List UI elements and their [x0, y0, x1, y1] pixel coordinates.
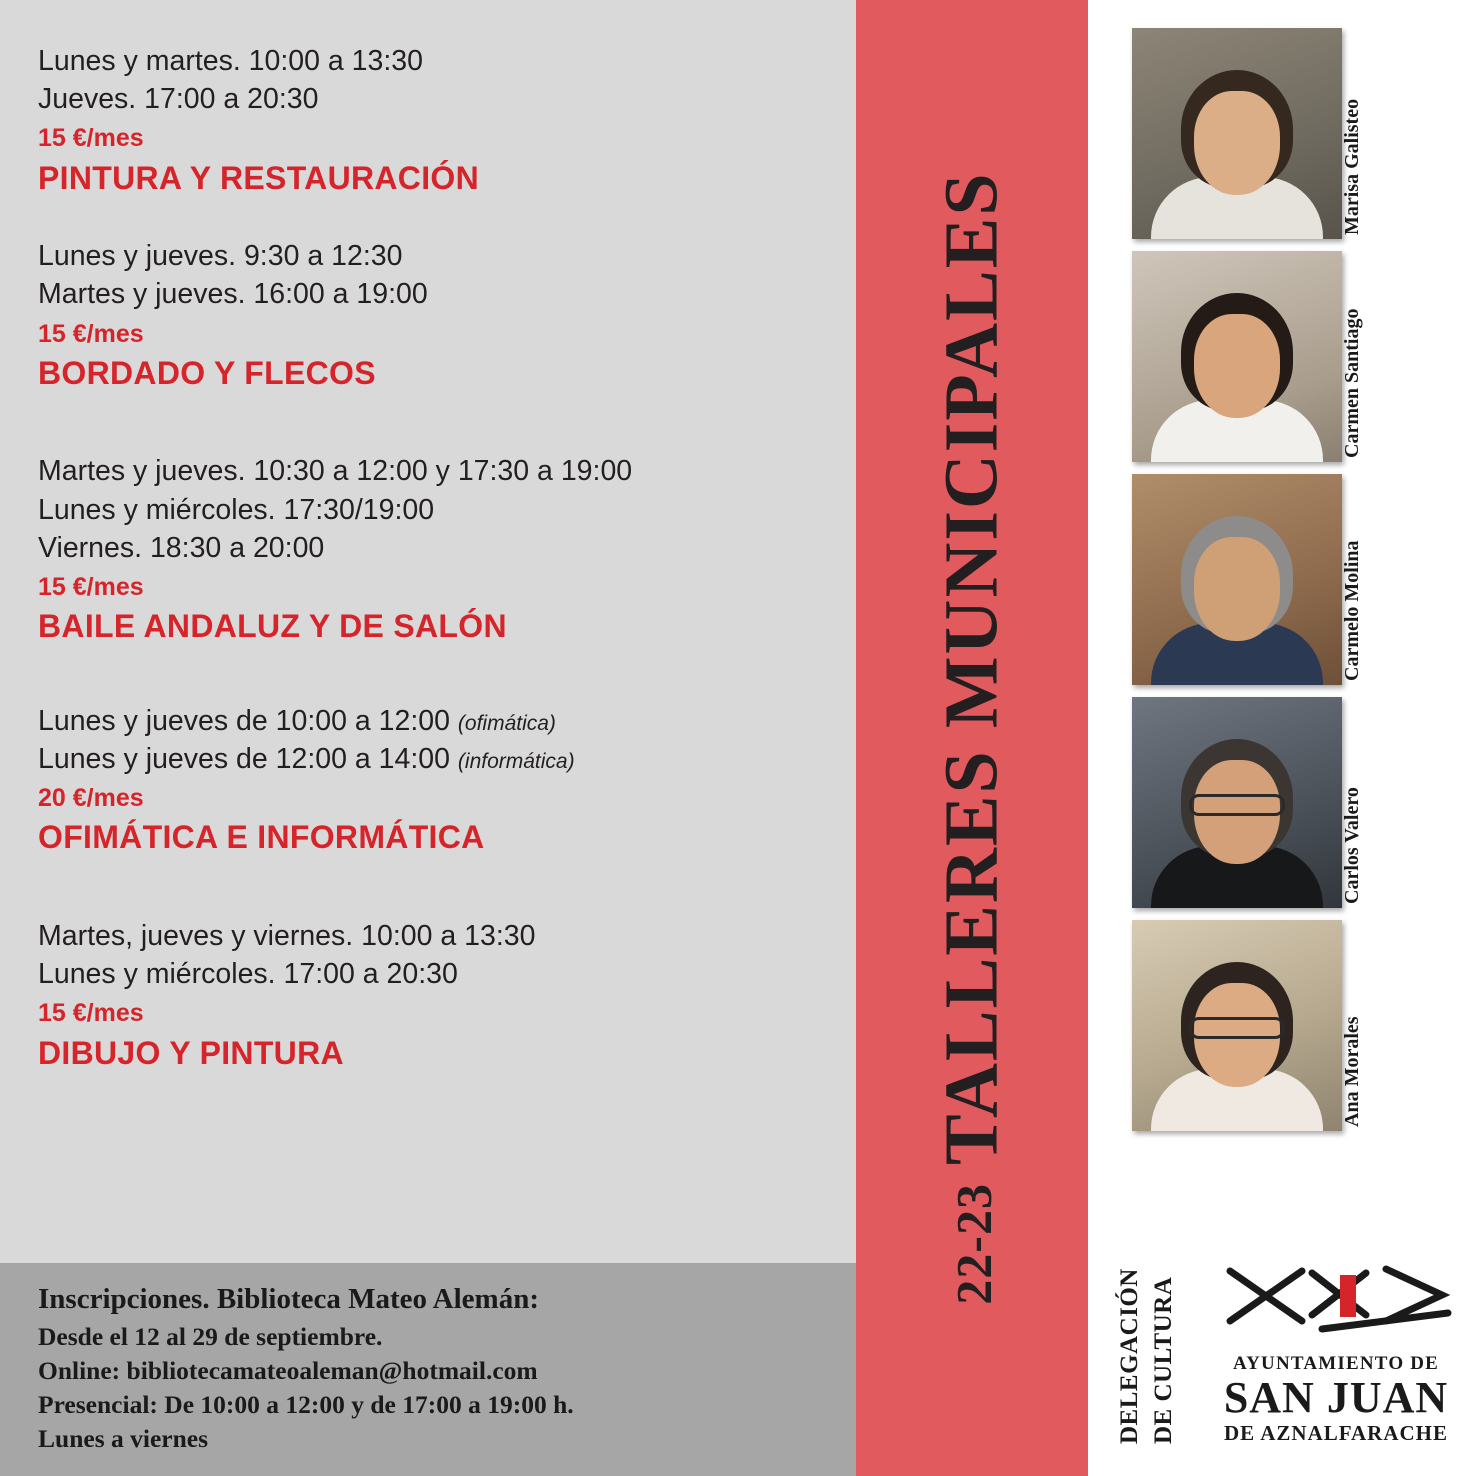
- portrait-illustration: [1132, 251, 1342, 462]
- enrollment-line: Presencial: De 10:00 a 12:00 y de 17:00 a 19:00 h.: [38, 1390, 574, 1420]
- workshop-item: [38, 237, 836, 394]
- schedule-note: (ofimática): [457, 711, 556, 735]
- workshop-title: BORDADO Y FLECOS: [38, 354, 376, 391]
- teacher-entry: [1088, 251, 1476, 465]
- enrollment-line: Lunes a viernes: [38, 1424, 209, 1454]
- title-band-inner: [856, 0, 1088, 1476]
- delegation-label: [1110, 1234, 1202, 1444]
- workshop-price: 20 €/mes: [38, 784, 144, 813]
- schedule-note: (informática): [457, 750, 575, 774]
- portrait-illustration: [1132, 920, 1342, 1131]
- teacher-name: Carlos Valero: [1341, 787, 1363, 904]
- teacher-entry: [1088, 28, 1476, 242]
- workshop-schedule-line: Lunes y miércoles. 17:30/19:00: [38, 493, 435, 526]
- teacher-name-caption: [1341, 251, 1378, 462]
- teacher-photo: [1132, 474, 1342, 685]
- workshop-title: PINTURA Y RESTAURACIÓN: [38, 159, 480, 196]
- workshop-schedule-line: Lunes y miércoles. 17:00 a 20:30: [38, 958, 458, 991]
- workshop-title: OFIMÁTICA E INFORMÁTICA: [38, 819, 485, 856]
- workshop-price: 15 €/mes: [38, 999, 144, 1028]
- teacher-name-caption: [1341, 697, 1378, 908]
- teacher-photo: [1132, 28, 1342, 239]
- workshops-list: [0, 0, 856, 1074]
- teacher-name: Ana Morales: [1341, 1016, 1363, 1127]
- teacher-photo-strip: [1088, 28, 1476, 1143]
- schedule-text: Lunes y jueves de 12:00 a 14:00: [38, 743, 450, 776]
- teacher-photo: [1132, 251, 1342, 462]
- portrait-illustration: [1132, 28, 1342, 239]
- teacher-entry: [1088, 474, 1476, 688]
- glasses-icon: [1189, 794, 1285, 816]
- teacher-photo: [1132, 697, 1342, 908]
- workshop-schedule-line: [38, 740, 836, 778]
- workshop-schedule-line: Lunes y jueves. 9:30 a 12:30: [38, 240, 403, 273]
- teacher-name-caption: [1341, 920, 1378, 1131]
- enrollment-email-line[interactable]: Online: bibliotecamateoaleman@hotmail.com: [38, 1356, 538, 1386]
- enrollment-box: [0, 1263, 856, 1476]
- workshop-schedule-line: Lunes y martes. 10:00 a 13:30: [38, 45, 424, 77]
- schedule-text: Lunes y jueves de 10:00 a 12:00: [38, 704, 450, 737]
- glasses-icon: [1189, 1017, 1285, 1039]
- poster-title-text: TALLERES MUNICIPALES: [929, 171, 1014, 1166]
- enrollment-title: Inscripciones. Biblioteca Mateo Alemán:: [38, 1282, 540, 1315]
- workshop-title: DIBUJO Y PINTURA: [38, 1034, 344, 1071]
- teacher-entry: [1088, 920, 1476, 1134]
- delegation-line-1: DELEGACIÓN: [1116, 1268, 1143, 1444]
- workshop-schedule-line: Martes y jueves. 16:00 a 19:00: [38, 278, 428, 311]
- delegation-line-2: DE CULTURA: [1150, 1276, 1177, 1444]
- workshop-price: 15 €/mes: [38, 124, 144, 153]
- city-pre-label: AYUNTAMIENTO DE: [1232, 1352, 1440, 1374]
- title-band: [856, 0, 1088, 1476]
- workshop-schedule-line: Jueves. 17:00 a 20:30: [38, 83, 319, 116]
- portrait-illustration: [1132, 697, 1342, 908]
- workshop-schedule-line: Viernes. 18:30 a 20:00: [38, 531, 325, 564]
- teacher-name-caption: [1341, 28, 1378, 239]
- footer-logo-area: [1088, 1222, 1476, 1452]
- workshop-schedule-line: [38, 702, 836, 740]
- workshop-price: 15 €/mes: [38, 573, 144, 601]
- workshop-item: [38, 42, 836, 199]
- poster-title: [929, 171, 1016, 1304]
- workshop-price: 15 €/mes: [38, 319, 144, 348]
- workshop-schedule-line: Martes, jueves y viernes. 10:00 a 13:30: [38, 920, 536, 953]
- workshop-schedule-line: Martes y jueves. 10:30 a 12:00 y 17:30 a 19:00: [38, 455, 633, 488]
- portrait-face: [1194, 91, 1280, 195]
- teacher-photo: [1132, 920, 1342, 1131]
- poster-year: 22-23: [945, 1183, 1002, 1305]
- workshop-title: BAILE ANDALUZ Y DE SALÓN: [38, 608, 507, 645]
- city-name-label: SAN JUAN: [1223, 1372, 1449, 1422]
- teacher-name: Carmelo Molina: [1341, 540, 1363, 681]
- portrait-face: [1194, 537, 1280, 641]
- teacher-name: Carmen Santiago: [1341, 308, 1363, 458]
- teacher-name-caption: [1341, 474, 1378, 685]
- workshop-item: [38, 702, 836, 859]
- teacher-name: Marisa Galisteo: [1341, 98, 1363, 235]
- xxi-mark-icon: [1210, 1255, 1462, 1347]
- city-council-logo: [1210, 1255, 1462, 1446]
- teacher-entry: [1088, 697, 1476, 911]
- workshop-item: [38, 452, 836, 647]
- enrollment-line: Desde el 12 al 29 de septiembre.: [38, 1322, 383, 1352]
- workshop-item: [38, 917, 836, 1074]
- portrait-face: [1194, 314, 1280, 418]
- portrait-illustration: [1132, 474, 1342, 685]
- city-post-label: DE AZNALFARACHE: [1223, 1421, 1449, 1445]
